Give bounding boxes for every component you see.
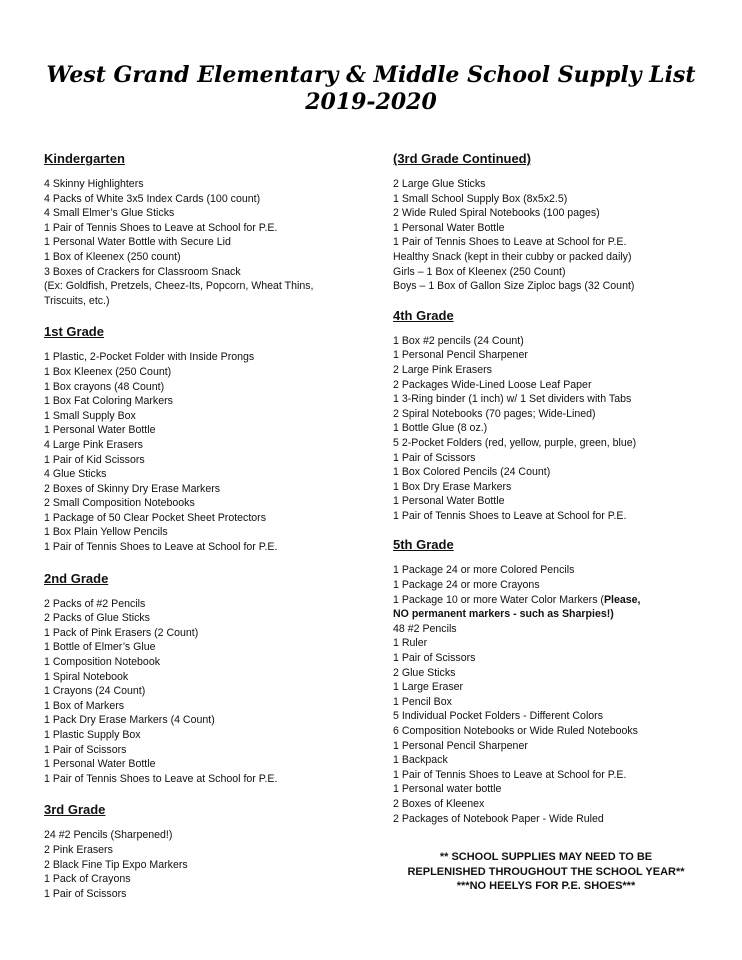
list-item: 1 Personal Water Bottle [393, 221, 505, 234]
list-item: 1 Pencil Box [393, 695, 452, 708]
list-item: 2 Large Glue Sticks [393, 178, 486, 190]
item-list [393, 563, 713, 592]
list-item: 1 Pair of Tennis Shoes to Leave at School for P.E. [393, 236, 627, 249]
item-emphasis: NO permanent markers - such as Sharpies!) [393, 608, 614, 621]
spacer [393, 294, 713, 307]
section-heading: 2nd Grade [44, 570, 109, 586]
section-kindergarten [44, 150, 364, 308]
list-item: 4 Large Pink Erasers [44, 438, 143, 451]
section-heading: (3rd Grade Continued) [393, 151, 531, 166]
spacer [44, 786, 364, 801]
list-item: 1 Crayons (24 Count) [44, 685, 146, 698]
list-item: 1 Plastic, 2-Pocket Folder with Inside Prongs [44, 351, 255, 364]
list-item: 1 Pair of Tennis Shoes to Leave at School for P.E. [44, 541, 278, 554]
list-item: 2 Boxes of Skinny Dry Erase Markers [44, 482, 221, 495]
list-item: 1 Pair of Scissors [393, 451, 476, 464]
section-grade-3 [44, 801, 364, 901]
list-item: 5 2-Pocket Folders (red, yellow, purple, green, blue) [393, 436, 637, 449]
list-item: 1 Personal Water Bottle with Secure Lid [44, 236, 231, 249]
list-item: 1 Bottle Glue (8 oz.) [393, 422, 488, 435]
list-item: 2 Spiral Notebooks (70 pages; Wide-Lined) [393, 407, 596, 420]
item-list [44, 350, 364, 554]
list-item: 1 Ruler [393, 637, 428, 650]
item-list [44, 597, 364, 787]
list-item: 1 Pair of Scissors [44, 743, 127, 756]
list-item: 1 Large Eraser [393, 681, 464, 694]
list-item: Boys – 1 Box of Gallon Size Ziploc bags (32 Count) [393, 280, 635, 293]
section-heading: 1st Grade [44, 324, 104, 340]
list-item: 2 Packs of #2 Pencils [44, 597, 146, 610]
list-item: 4 Glue Sticks [44, 468, 107, 481]
section-grade-2 [44, 570, 364, 787]
list-item: 1 Box Fat Coloring Markers [44, 395, 173, 408]
section-heading: 4th Grade [393, 307, 454, 323]
list-item: 2 Boxes of Kleenex [393, 797, 485, 810]
list-item: 1 Box Plain Yellow Pencils [44, 526, 168, 539]
list-item: 1 Personal Pencil Sharpener [393, 739, 528, 752]
list-item: Girls – 1 Box of Kleenex (250 Count) [393, 265, 566, 278]
list-item: 1 Package 24 or more Colored Pencils [393, 564, 575, 577]
list-item: 2 Glue Sticks [393, 666, 456, 679]
item-list-markers [393, 593, 713, 622]
replenish-note [376, 850, 716, 894]
list-item: 2 Packs of Glue Sticks [44, 612, 150, 625]
spacer [44, 308, 364, 323]
list-item: Healthy Snack (kept in their cubby or packed daily) [393, 250, 632, 263]
list-item: 6 Composition Notebooks or Wide Ruled Notebooks [393, 725, 638, 737]
list-item: Triscuits, etc.) [44, 294, 110, 307]
item-list [393, 334, 713, 524]
list-item: 4 Skinny Highlighters [44, 178, 144, 190]
list-item: 1 Pack Dry Erase Markers (4 Count) [44, 714, 215, 727]
list-item: 1 Box #2 pencils (24 Count) [393, 334, 524, 347]
list-item: 1 Box of Kleenex (250 count) [44, 250, 181, 263]
list-item: 1 Pair of Tennis Shoes to Leave at School for P.E. [393, 768, 627, 781]
list-item: 24 #2 Pencils (Sharpened!) [44, 829, 173, 842]
list-item: 5 Individual Pocket Folders - Different Colors [393, 710, 604, 723]
list-item: 2 Wide Ruled Spiral Notebooks (100 pages) [393, 207, 600, 220]
list-item: 4 Small Elmer’s Glue Sticks [44, 207, 175, 220]
list-item: 1 Personal Water Bottle [44, 758, 156, 771]
list-item: 1 Pair of Tennis Shoes to Leave at School for P.E. [393, 509, 627, 522]
list-item: 1 Personal Water Bottle [393, 495, 505, 508]
note-line-1: ** SCHOOL SUPPLIES MAY NEED TO BE [439, 851, 653, 863]
title-line-1: West Grand Elementary & Middle School Supply List [46, 62, 696, 88]
list-item: 2 Packages of Notebook Paper - Wide Ruled [393, 812, 604, 825]
list-item: 1 Package of 50 Clear Pocket Sheet Protectors [44, 511, 267, 524]
list-item: 1 Pair of Scissors [44, 887, 127, 900]
item-list [393, 622, 713, 826]
list-item: 3 Boxes of Crackers for Classroom Snack [44, 265, 241, 278]
list-item: 1 Pack of Pink Erasers (2 Count) [44, 626, 199, 639]
list-item: 1 Pair of Scissors [393, 652, 476, 665]
list-item: 1 Bottle of Elmer’s Glue [44, 641, 156, 654]
list-item: 1 Plastic Supply Box [44, 729, 141, 741]
list-item: 1 Pair of Tennis Shoes to Leave at School for P.E. [44, 221, 278, 234]
item-list [44, 177, 364, 308]
list-item: 1 Pair of Kid Scissors [44, 453, 145, 466]
list-item: 1 Personal water bottle [393, 783, 502, 796]
list-item [393, 607, 713, 622]
list-item: 2 Pink Erasers [44, 843, 113, 856]
list-item: 1 Box Colored Pencils (24 Count) [393, 466, 551, 479]
item-list [44, 828, 364, 901]
section-heading: 5th Grade [393, 537, 454, 553]
section-grade-3-continued [393, 150, 713, 294]
section-heading: 3rd Grade [44, 802, 106, 818]
section-grade-1 [44, 323, 364, 554]
list-item: 1 Pack of Crayons [44, 873, 131, 886]
list-item: 1 Spiral Notebook [44, 670, 129, 683]
list-item: 1 Box crayons (48 Count) [44, 380, 165, 393]
note-line-3: ***NO HEELYS FOR P.E. SHOES*** [456, 880, 636, 893]
left-column [44, 150, 364, 901]
list-item: 2 Black Fine Tip Expo Markers [44, 858, 188, 871]
list-item: 2 Large Pink Erasers [393, 363, 492, 376]
document-title [0, 62, 742, 116]
spacer [393, 523, 713, 536]
item-text: 1 Package 10 or more Water Color Markers ( [393, 593, 604, 606]
list-item: 1 Package 24 or more Crayons [393, 579, 540, 592]
list-item: 1 Pair of Tennis Shoes to Leave at School for P.E. [44, 772, 278, 785]
list-item [393, 593, 713, 608]
list-item: 4 Packs of White 3x5 Index Cards (100 count) [44, 192, 261, 205]
item-list [393, 177, 713, 294]
list-item: 1 Box of Markers [44, 699, 125, 712]
note-line-2: REPLENISHED THROUGHOUT THE SCHOOL YEAR** [407, 865, 685, 878]
spacer [44, 555, 364, 570]
list-item: 1 Box Dry Erase Markers [393, 480, 512, 493]
list-item: 2 Small Composition Notebooks [44, 497, 195, 510]
title-line-2: 2019-2020 [305, 89, 437, 115]
right-column [393, 150, 713, 826]
section-grade-5 [393, 536, 713, 826]
list-item: 1 3-Ring binder (1 inch) w/ 1 Set dividers with Tabs [393, 393, 632, 406]
list-item: 1 Backpack [393, 754, 448, 767]
item-emphasis: Please, [603, 593, 641, 606]
list-item: 1 Box Kleenex (250 Count) [44, 365, 172, 378]
section-heading: Kindergarten [44, 151, 125, 166]
list-item: (Ex: Goldfish, Pretzels, Cheez-Its, Popcorn, Wheat Thins, [44, 280, 314, 293]
list-item: 1 Personal Water Bottle [44, 424, 156, 437]
list-item: 1 Personal Pencil Sharpener [393, 349, 528, 362]
list-item: 48 #2 Pencils [393, 622, 457, 635]
list-item: 1 Composition Notebook [44, 656, 161, 669]
section-grade-4 [393, 307, 713, 524]
list-item: 1 Small Supply Box [44, 409, 136, 422]
list-item: 2 Packages Wide-Lined Loose Leaf Paper [393, 378, 592, 391]
list-item: 1 Small School Supply Box (8x5x2.5) [393, 192, 568, 205]
